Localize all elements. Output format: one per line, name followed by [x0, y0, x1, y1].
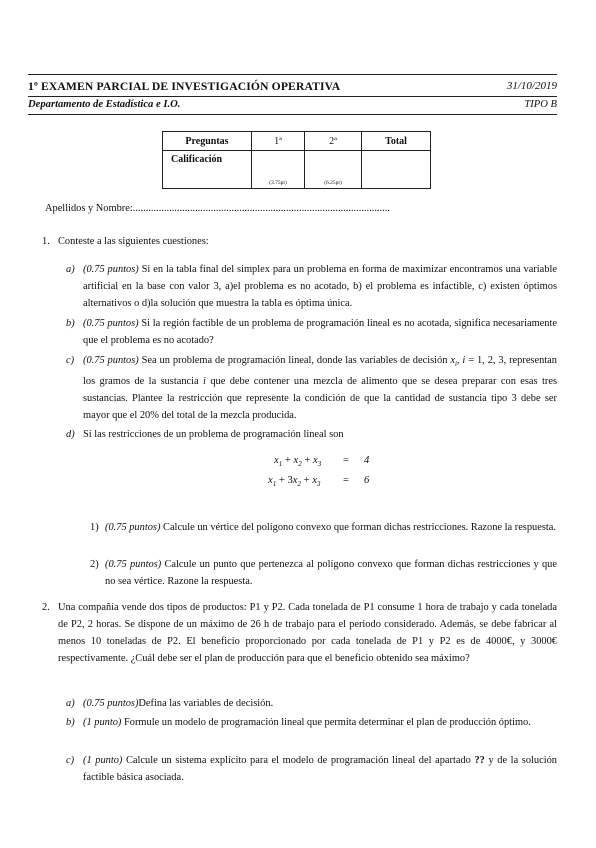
- name-field[interactable]: [45, 203, 557, 214]
- grades-header-row: [163, 132, 431, 151]
- q2a-points: (0.75 puntos): [83, 698, 139, 709]
- q1c-body-3: que debe contener una mezcla de alimento que se desea preparar con esas tres sustancias. Plantee la restricción que represente la condición de que la cantidad de sustancia tipo 3 debe ser mayor que el 20% del total de la mezcla producida.: [83, 376, 557, 422]
- q2c-letter: c): [66, 755, 75, 766]
- q1d-sub1-number: 1): [90, 522, 99, 533]
- q1b-text: [83, 315, 557, 349]
- name-field-dots: ...................................................................................................: [132, 203, 390, 214]
- exam-title: 1º EXAMEN PARCIAL DE INVESTIGACIÓN OPERATIVA: [28, 80, 341, 93]
- q2-number: 2.: [42, 602, 50, 613]
- constraint-2-rhs: 6: [364, 475, 370, 486]
- q1c-letter: c): [66, 355, 75, 366]
- q1b-letter: b): [66, 318, 75, 329]
- grades-header-q1: 1ª: [252, 132, 305, 151]
- grades-header-questions: Preguntas: [163, 132, 252, 151]
- constraint-1-rhs: 4: [364, 455, 370, 466]
- grades-table: [162, 131, 431, 189]
- q1b-body: Si la región factible de un problema de programación lineal es no acotada, significa necesariamente que el problema es no acotado?: [83, 318, 557, 346]
- name-field-label: Apellidos y Nombre:: [45, 203, 133, 214]
- q1d-sub2-text: [105, 556, 557, 590]
- q2c-text: [83, 752, 557, 786]
- q2-points: (6.25pt): [324, 180, 342, 186]
- q2a-body: Defina las variables de decisión.: [138, 698, 274, 709]
- q1-points: (3.75pt): [269, 180, 287, 186]
- q1d-sub1-text: [105, 519, 557, 536]
- q1a-letter: a): [66, 264, 75, 275]
- header-bottom-rule: [28, 114, 557, 115]
- exam-date: 31/10/2019: [506, 80, 557, 92]
- header-middle-rule: [28, 96, 557, 97]
- q1d-sub2-number: 2): [90, 559, 99, 570]
- q2c-points: (1 punto): [83, 755, 123, 766]
- q2b-points: (1 punto): [83, 717, 122, 728]
- q1a-points: (0.75 puntos): [83, 264, 139, 275]
- q2a-letter: a): [66, 698, 75, 709]
- q2b-letter: b): [66, 717, 75, 728]
- grades-header-q2: 2ª: [305, 132, 362, 151]
- q1d-text: Si las restricciones de un problema de programación lineal son: [83, 429, 344, 440]
- q1d-sub2-points: (0.75 puntos): [105, 559, 162, 570]
- q1d-letter: d): [66, 429, 75, 440]
- q1c-body-1: Sea un problema de programación lineal, donde las variables de decisión: [138, 355, 451, 366]
- q1c-body-2: representan los gramos de la sustancia: [83, 355, 557, 388]
- header-top-rule: [28, 74, 557, 75]
- q2b-body: Formule un modelo de programación lineal que permita determinar el plan de producción óptimo.: [121, 717, 531, 728]
- q1a-body: Si en la tabla final del simplex para un problema en forma de maximizar encontramos una variable artificial en la base con valor 3, a)el problema es no acotado, b) el problema es infactible, c) existen óptimos alternativos o d)la solución que muestra la tabla es óptima única.: [83, 264, 557, 309]
- grade-cell-q2[interactable]: [305, 151, 362, 189]
- q2a-text: [83, 695, 273, 712]
- grades-header-total: Total: [362, 132, 431, 151]
- q2c-ref: ??: [474, 755, 485, 766]
- constraint-2: $x_1 + 3x_2 + x_3$: [268, 475, 321, 489]
- q2b-text: [83, 714, 557, 731]
- exam-page: 1º EXAMEN PARCIAL DE INVESTIGACIÓN OPERATIVA 31/10/2019 Departamento de Estadística e I.O. TIPO B Preguntas 1ª 2ª Total Calificación (3.75pt) (6.25pt) Apellidos y Nombre:................................................................................................... 1. Conteste a las siguientes cuestiones: a) (0.75 puntos) Si en la tabla final del simplex para un problema en forma de maximizar encontramos una variable artificial en la base con valor 3, a)el problema es no acotado, b) el problema es infactible, c) existen óptimos alternativos o d)la solución que muestra la tabla es óptima única. b) (0.75 puntos) Si la región factible de un problema de programación lineal es no acotada, significa necesariamente que el problema es no acotado? c) (0.75 puntos) Sea un problema de programación lineal, donde las variables de decisión $x_i$, i = 1, 2, 3, representan los gramos de la sustancia i que debe contener una mezcla de alimento que se desea preparar con esas tres sustancias. Plantee la restricción que represente la condición de que la cantidad de sustancia tipo 3 debe ser mayor que el 20% del total de la mezcla producida. d) Si las restricciones de un problema de programación lineal son $x_1 + x_2 + x_3$ = 4 $x_1 + 3x_2 + x_3$ = 6 1) (0.75 puntos) Calcule un vértice del polígono convexo que forman dichas restricciones. Razone la respuesta. 2) (0.75 puntos) Calcule un punto que pertenezca al polígono convexo que forman dichas restricciones y que no sea vértice. Razone la respuesta. 2. Una compañía vende dos tipos de productos: P1 y P2. Cada tonelada de P1 consume 1 hora de trabajo y cada tonelada de P2, 2 horas. Se dispone de un máximo de 26 h de trabajo para el periodo considerado. Además, se debe fabricar al menos 10 toneladas de P2. El beneficio proporcionado por cada tonelada de P1 y P2 es de 4000€, y 3000€ respectivamente. ¿Cuál debe ser el plan de producción para que el beneficio obtenido sea máximo? a) (0.75 puntos)Defina las variables de decisión. b) (1 punto) Formule un modelo de programación lineal que permita determinar el plan de producción óptimo. c) (1 punto) Calcule un sistema explícito para el modelo de programación lineal del apartado ?? y de la solución factible básica asociada.: [0, 0, 596, 848]
- q1d-sub1-points: (0.75 puntos): [105, 522, 161, 533]
- q1d-sub1-body: Calcule un vértice del polígono convexo que forman dichas restricciones. Razone la respuesta.: [160, 522, 556, 533]
- constraint-1: $x_1 + x_2 + x_3$: [274, 455, 322, 469]
- q2c-body-2: y de la solución factible básica asociada.: [83, 755, 557, 783]
- grade-cell-q1[interactable]: [252, 151, 305, 189]
- q1-intro: Conteste a las siguientes cuestiones:: [58, 236, 209, 247]
- grades-score-row: [163, 151, 431, 189]
- grades-row-label: Calificación: [163, 151, 252, 189]
- q2c-body-1: Calcule un sistema explícito para el modelo de programación lineal del apartado: [122, 755, 475, 766]
- q1a-text: [83, 261, 557, 312]
- q2-text: Una compañía vende dos tipos de productos: P1 y P2. Cada tonelada de P1 consume 1 hora de trabajo y cada tonelada de P2, 2 horas. Se dispone de un máximo de 26 h de trabajo para el periodo considerado. Además, se debe fabricar al menos 10 toneladas de P2. El beneficio proporcionado por cada tonelada de P1 y P2 es de 4000€, y 3000€ respectivamente. ¿Cuál debe ser el plan de producción para que el beneficio obtenido sea máximo?: [58, 602, 557, 664]
- grade-cell-total[interactable]: [362, 151, 431, 189]
- exam-type: TIPO B: [524, 99, 557, 110]
- q1c-points: (0.75 puntos): [83, 355, 139, 366]
- q1c-text: (0.75 puntos) Sea un problema de programación lineal, donde las variables de decisión $x_i$, i = 1, 2, 3, representan los gramos de la sustancia i que debe contener una mezcla de alimento que se desea preparar con esas tres sustancias. Plantee la restricción que represente la condición de que la cantidad de sustancia tipo 3 debe ser mayor que el 20% del total de la mezcla producida.: [83, 355, 557, 422]
- q1-number: 1.: [42, 236, 50, 247]
- q1b-points: (0.75 puntos): [83, 318, 139, 329]
- department-name: Departamento de Estadística e I.O.: [28, 99, 181, 110]
- q1d-sub2-body: Calcule un punto que pertenezca al polígono convexo que forman dichas restricciones y que no sea vértice. Razone la respuesta.: [105, 559, 557, 587]
